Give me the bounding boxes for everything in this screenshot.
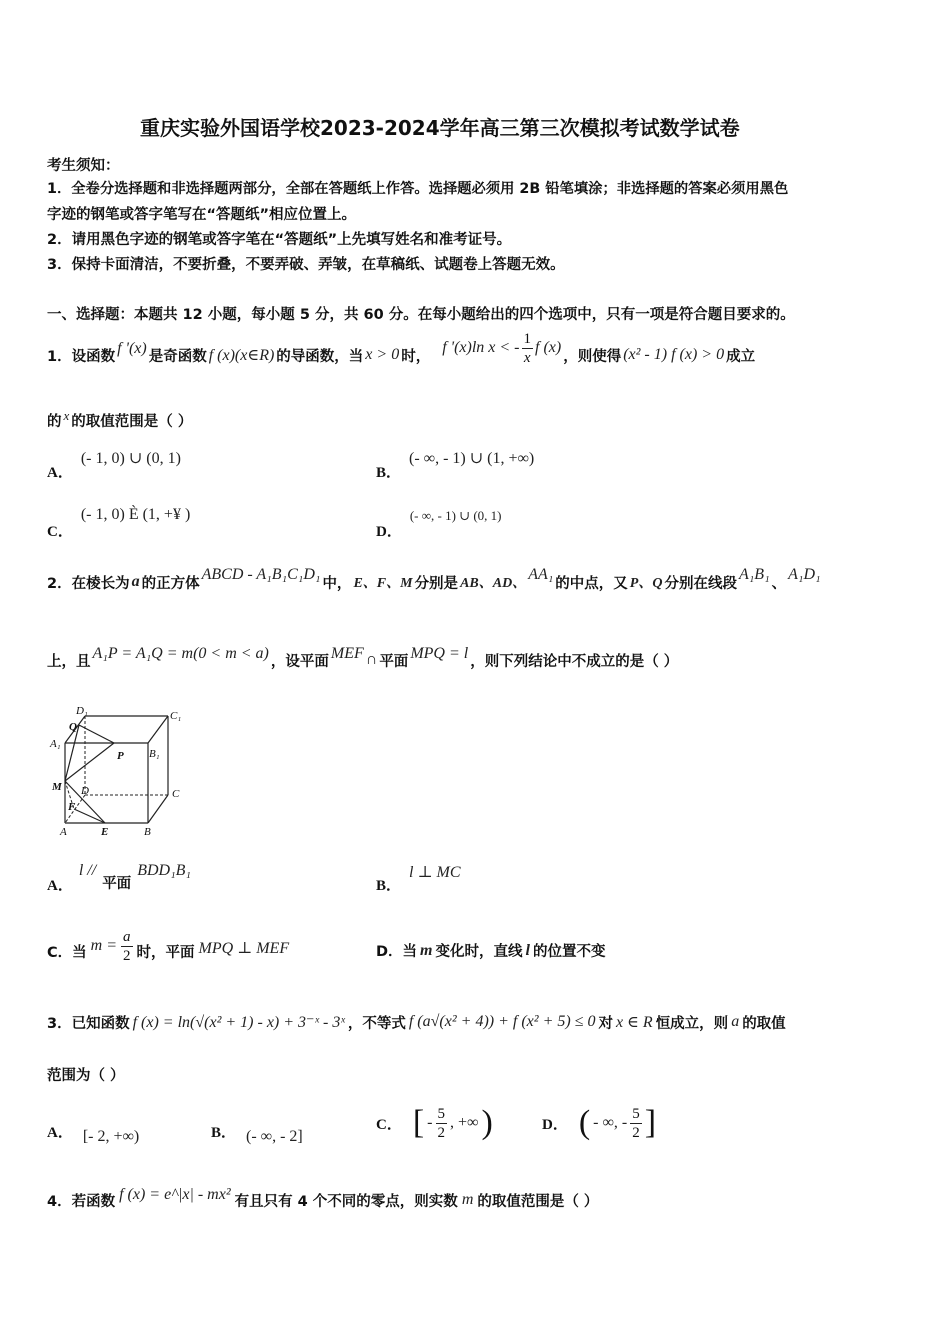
page-title: 重庆实验外国语学校2023-2024学年高三第三次模拟考试数学试卷 <box>140 116 740 140</box>
question-1-cont <box>47 407 193 431</box>
q1-text: 的取值范围是（ ） <box>71 414 193 430</box>
q4-text: 有且只有 4 个不同的零点，则实数 <box>234 1193 458 1210</box>
option-value: (- ∞, - 2] <box>246 1128 303 1145</box>
option-value: (- 1, 0) È (1, +¥ ) <box>80 506 191 523</box>
notice-heading: 考生须知： <box>47 158 120 174</box>
q1-math: x <box>63 407 70 423</box>
option-label: A． <box>47 465 73 481</box>
q3-math: f (a√(x² + 4)) + f (x² + 5) ≤ 0 <box>408 1013 596 1030</box>
bracket-close: ] <box>644 1104 657 1141</box>
cube-label-c1: C₁ <box>170 710 182 722</box>
q1-math: f (x) <box>535 339 562 356</box>
q1-option-d[interactable] <box>376 508 501 541</box>
cube-label-e: E <box>101 826 109 838</box>
q2-text: 中， <box>322 575 352 592</box>
q1-fraction <box>522 330 534 367</box>
q1-text: 1．设函数 <box>47 348 116 365</box>
q2-text: 平面 <box>379 653 409 670</box>
option-value: (- ∞, - 1) ∪ (1, +∞) <box>409 450 535 467</box>
cube-label-m: M <box>52 781 62 793</box>
q3-math: f (x) = ln(√(x² + 1) - x) + 3⁻ˣ - 3ˣ <box>132 1014 345 1031</box>
option-label: B． <box>211 1124 237 1141</box>
section-heading: 一、选择题：本题共 12 小题，每小题 5 分，共 60 分。在每小题给出的四个选项中，只有一项是符合题目要求的。 <box>47 307 795 323</box>
q2-text: 的中点，又 <box>555 575 628 592</box>
q2-option-c[interactable] <box>47 920 289 972</box>
fraction-den: 2 <box>123 947 131 964</box>
cube-label-d: D <box>81 785 89 797</box>
cube-label-a1: A₁ <box>50 738 61 750</box>
q1-option-a[interactable] <box>47 448 181 482</box>
option-math: MPQ ⊥ MEF <box>198 940 290 957</box>
cube-label-f: F <box>68 801 76 813</box>
q3-text: 的取值 <box>742 1015 786 1032</box>
q2-text: 、 <box>771 575 787 592</box>
q2-math: A₁B₁ <box>738 566 770 583</box>
q2-text: 分别在线段 <box>664 575 737 592</box>
q3-option-a[interactable] <box>47 1122 139 1146</box>
fraction-num: 5 <box>437 1105 445 1122</box>
option-label: B． <box>376 878 402 894</box>
q4-text: 的取值范围是（ ） <box>477 1193 599 1210</box>
fraction-den: 2 <box>437 1124 445 1141</box>
q2-math: MPQ = l <box>410 645 469 662</box>
option-math: m <box>420 941 433 959</box>
option-math: l // <box>78 862 97 879</box>
option-label: A． <box>47 878 73 894</box>
q4-text: 4．若函数 <box>47 1193 116 1210</box>
option-text: 平面 <box>102 876 132 892</box>
bracket-open: [ <box>412 1104 425 1141</box>
q3-option-c[interactable] <box>376 1098 493 1148</box>
q3-text: 3．已知函数 <box>47 1015 130 1032</box>
notice-line-2: 2．请用黑色字迹的钢笔或答字笔在“答题纸”上先填写姓名和准考证号。 <box>47 232 512 248</box>
notice-line-1: 1．全卷分选择题和非选择题两部分，全部在答题纸上作答。选择题必须用 2B 铅笔填涂；非选择题的答案必须用黑色 <box>47 181 789 197</box>
q3-text: ，不等式 <box>347 1015 406 1032</box>
option-text: 时，平面 <box>136 944 195 961</box>
q2-math: AA₁ <box>528 566 554 583</box>
option-label: B． <box>376 465 402 481</box>
cube-label-b: B <box>144 826 151 838</box>
question-3-cont: 范围为（ ） <box>47 1068 125 1084</box>
q3-text: 对 <box>598 1015 613 1032</box>
q2-text: ，则下列结论中不成立的是（ ） <box>470 653 679 670</box>
cube-label-p: P <box>117 750 124 762</box>
option-fraction <box>436 1105 448 1142</box>
q2-text: 上，且 <box>47 653 91 670</box>
option-value: - <box>427 1114 433 1131</box>
q2-math: a <box>131 573 140 590</box>
q4-math: f (x) = e^|x| - mx² <box>119 1186 231 1203</box>
option-label: C． <box>47 524 73 540</box>
q3-math: x ∈ R <box>615 1014 653 1031</box>
fraction-num: 5 <box>632 1105 640 1122</box>
option-label: D．当 <box>376 944 418 960</box>
q2-option-b[interactable] <box>376 862 461 895</box>
option-value: l ⊥ MC <box>409 864 461 881</box>
option-label: A． <box>47 1124 73 1141</box>
option-value: - ∞, - <box>593 1114 628 1131</box>
q2-math: ABCD - A₁B₁C₁D₁ <box>201 566 321 583</box>
q1-math: f '(x)ln x < - <box>442 339 520 356</box>
q2-math: A₁D₁ <box>788 566 821 583</box>
cube-label-q: Q <box>69 721 77 733</box>
q2-text: 2．在棱长为 <box>47 575 130 592</box>
q3-option-d[interactable] <box>542 1098 656 1148</box>
q2-math: MEF <box>330 645 364 662</box>
option-label: C．当 <box>47 944 87 961</box>
option-label: C． <box>376 1116 402 1133</box>
option-label: D． <box>376 524 402 540</box>
cube-label-d1: D₁ <box>76 705 88 717</box>
cube-label-b1: B₁ <box>149 748 160 760</box>
option-value: (- 1, 0) ∪ (0, 1) <box>80 450 181 467</box>
notice-line-3: 3．保持卡面清洁，不要折叠，不要弄破、弄皱，在草稿纸、试题卷上答题无效。 <box>47 257 565 273</box>
cube-figure <box>48 703 188 839</box>
q2-text: ，设平面 <box>270 653 329 670</box>
q1-option-b[interactable] <box>376 448 534 482</box>
q2-math: ∩ <box>365 651 378 668</box>
option-fraction <box>630 1105 642 1142</box>
q2-math: AB、AD、 <box>460 576 527 591</box>
q2-option-a[interactable] <box>47 862 191 895</box>
question-4 <box>47 1180 598 1220</box>
option-text: 的位置不变 <box>532 944 606 960</box>
q1-fraction-num: 1 <box>523 330 531 347</box>
q1-text: 成立 <box>726 348 756 365</box>
q1-math: f (x)(x∈R) <box>208 347 275 364</box>
q2-math: A₁P = A₁Q = m(0 < m < a) <box>92 645 269 662</box>
q2-math: P、Q <box>629 576 663 591</box>
option-math: l <box>525 941 530 959</box>
question-2-cont <box>47 640 678 680</box>
q3-option-b[interactable] <box>211 1122 303 1146</box>
option-value: (- ∞, - 1) ∪ (0, 1) <box>409 508 502 523</box>
bracket-open: ( <box>578 1104 591 1141</box>
q3-text: 恒成立，则 <box>655 1015 729 1032</box>
question-1 <box>47 330 755 380</box>
option-math: m = <box>90 937 118 954</box>
q2-text: 分别是 <box>414 575 459 592</box>
notice-line-1-cont: 字迹的钢笔或答字笔写在“答题纸”相应位置上。 <box>47 207 357 223</box>
question-2 <box>47 562 821 602</box>
q1-math: x > 0 <box>365 346 400 363</box>
cube-label-c: C <box>172 788 180 800</box>
cube-label-a: A <box>60 826 67 838</box>
option-math: BDD₁B₁ <box>137 862 191 879</box>
option-fraction <box>121 928 133 965</box>
q1-math: f '(x) <box>117 340 147 357</box>
q2-option-d[interactable] <box>376 940 605 961</box>
q3-math: a <box>731 1013 740 1030</box>
fraction-num: a <box>123 928 131 945</box>
option-text: 变化时，直线 <box>435 944 523 960</box>
q1-text: 是奇函数 <box>148 348 207 365</box>
q4-math: m <box>461 1191 474 1208</box>
q1-option-c[interactable] <box>47 506 190 541</box>
option-value: [- 2, +∞) <box>82 1128 140 1145</box>
fraction-den: 2 <box>632 1124 640 1141</box>
q1-text: 时， <box>401 348 431 365</box>
option-label: D． <box>542 1116 568 1133</box>
q1-text: 的导函数，当 <box>276 348 364 365</box>
q1-math: (x² - 1) f (x) > 0 <box>623 346 725 363</box>
q2-text: 的正方体 <box>141 575 200 592</box>
q1-fraction-den: x <box>523 349 531 366</box>
q1-text: 的 <box>47 414 62 430</box>
question-3 <box>47 1000 786 1044</box>
q1-text: ，则使得 <box>563 348 622 365</box>
bracket-close: ) <box>481 1104 493 1141</box>
option-value: , +∞ <box>450 1114 479 1131</box>
q2-math: E、F、M <box>353 576 413 591</box>
